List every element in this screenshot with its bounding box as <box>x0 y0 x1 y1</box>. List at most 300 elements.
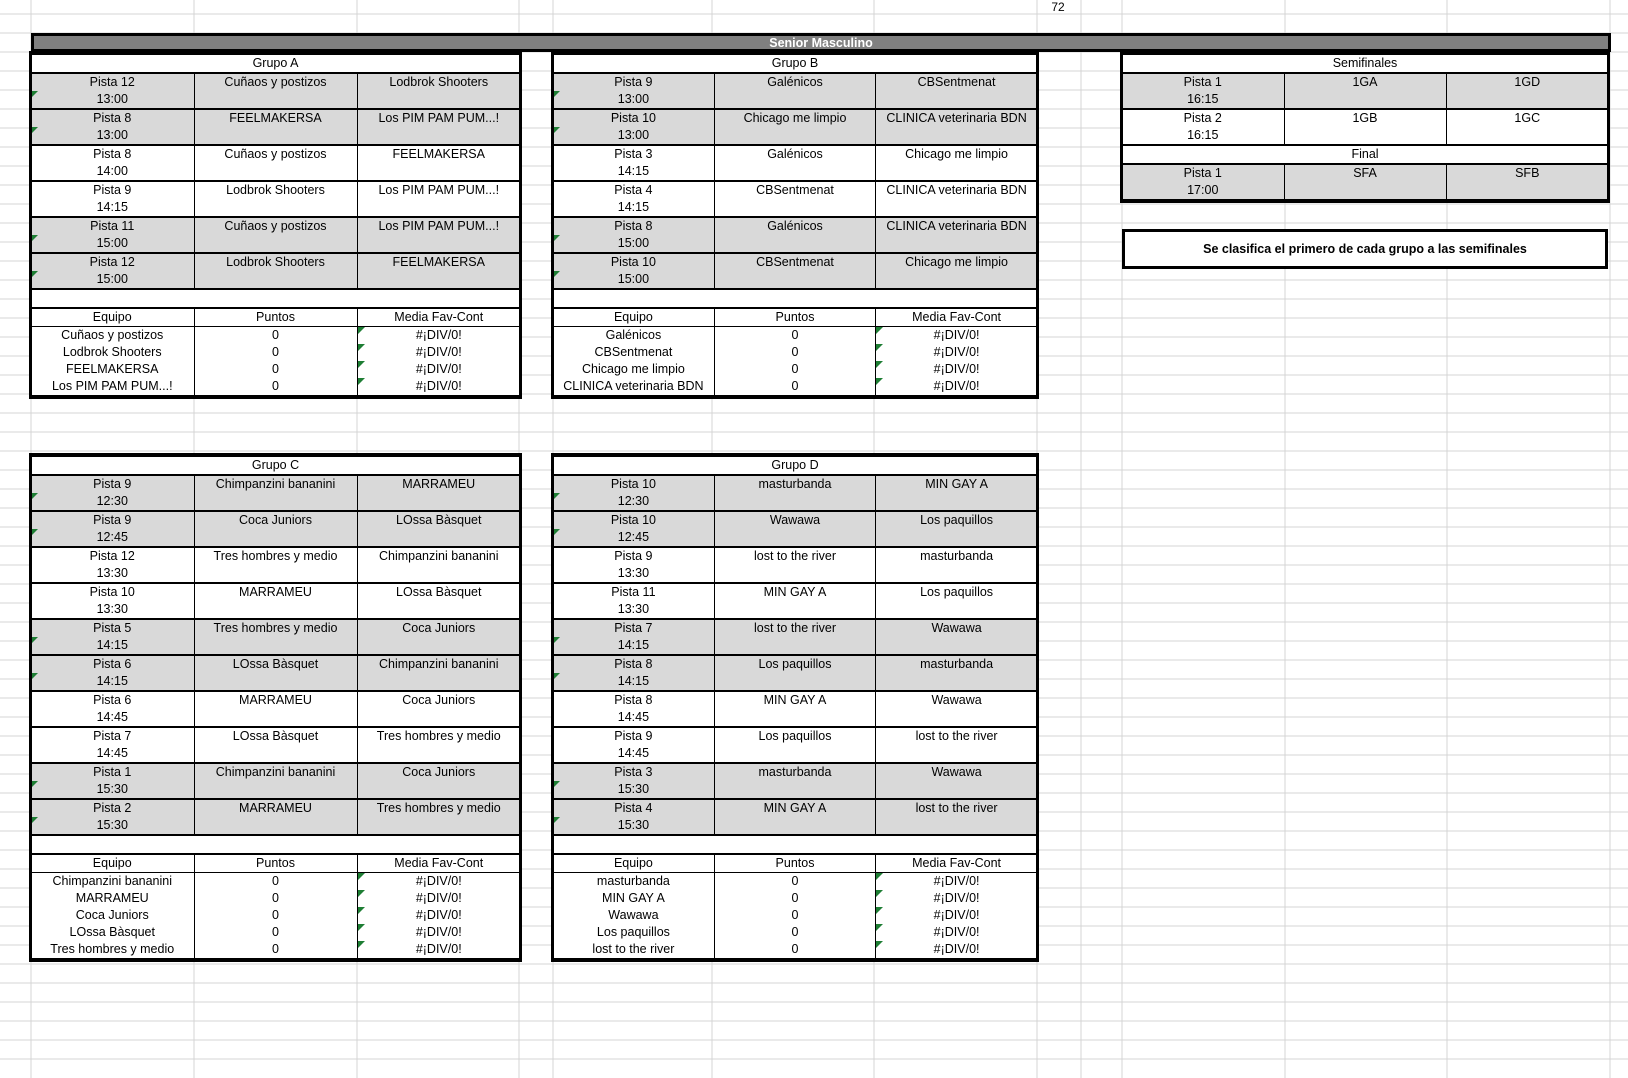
home-team-cell[interactable]: MIN GAY A <box>714 799 875 817</box>
time-cell[interactable]: 14:00 <box>31 163 194 181</box>
home-score-cell[interactable] <box>194 199 357 217</box>
court-cell[interactable]: Pista 9 <box>553 73 714 91</box>
home-score-cell[interactable] <box>714 493 875 511</box>
home-score-cell[interactable] <box>714 163 875 181</box>
table-row <box>31 817 520 835</box>
time-cell[interactable]: 12:45 <box>31 529 194 547</box>
court-cell[interactable]: Pista 11 <box>31 217 194 235</box>
court-cell[interactable]: Pista 8 <box>553 217 714 235</box>
home-score-cell[interactable] <box>714 529 875 547</box>
home-team-cell[interactable]: Tres hombres y medio <box>194 547 357 565</box>
court-cell[interactable]: Pista 10 <box>553 253 714 271</box>
home-team-cell[interactable]: Chimpanzini bananini <box>194 475 357 493</box>
table-row <box>1122 91 1608 109</box>
time-cell[interactable]: 13:30 <box>31 601 194 619</box>
court-cell[interactable]: Pista 2 <box>1122 109 1284 127</box>
standings-points-cell[interactable]: 0 <box>194 890 357 907</box>
home-score-cell[interactable] <box>714 235 875 253</box>
standings-points-cell[interactable]: 0 <box>714 327 875 345</box>
home-score-cell[interactable] <box>194 91 357 109</box>
home-team-cell[interactable]: Chimpanzini bananini <box>194 763 357 781</box>
table-row <box>553 583 1037 601</box>
home-score-cell[interactable] <box>194 817 357 835</box>
home-score-cell[interactable] <box>714 637 875 655</box>
home-score-cell[interactable] <box>714 709 875 727</box>
table-row <box>553 456 1037 475</box>
standings-points-cell[interactable]: 0 <box>194 378 357 396</box>
court-cell[interactable]: Pista 12 <box>31 547 194 565</box>
home-team-cell[interactable]: Galénicos <box>714 73 875 91</box>
standings-points-cell[interactable]: 0 <box>194 941 357 959</box>
standings-average-cell[interactable]: #¡DIV/0! <box>876 890 1037 907</box>
away-team-cell[interactable]: LOssa Bàsquet <box>357 583 520 601</box>
standings-team-cell[interactable]: MARRAMEU <box>31 890 194 907</box>
playoffs-table <box>1122 53 1608 201</box>
standings-points-cell[interactable]: 0 <box>714 890 875 907</box>
standings-team-cell[interactable]: Coca Juniors <box>31 907 194 924</box>
standings-header: Media Fav-Cont <box>876 854 1037 873</box>
standings-points-cell[interactable]: 0 <box>714 941 875 959</box>
time-cell[interactable]: 16:15 <box>1122 127 1284 145</box>
standings-average-cell[interactable]: #¡DIV/0! <box>357 873 520 891</box>
home-team-cell[interactable]: masturbanda <box>714 475 875 493</box>
home-team-cell[interactable]: Wawawa <box>714 511 875 529</box>
home-score-cell[interactable] <box>714 91 875 109</box>
table-row <box>553 253 1037 271</box>
away-score-cell[interactable] <box>357 493 520 511</box>
standings-points-cell[interactable]: 0 <box>194 924 357 941</box>
home-team-cell[interactable]: lost to the river <box>714 619 875 637</box>
standings-points-cell[interactable]: 0 <box>194 361 357 378</box>
home-team-cell[interactable]: Galénicos <box>714 217 875 235</box>
home-score-cell[interactable] <box>1284 91 1446 109</box>
home-team-cell[interactable]: CBSentmenat <box>714 253 875 271</box>
court-cell[interactable]: Pista 8 <box>31 145 194 163</box>
home-team-cell[interactable]: LOssa Bàsquet <box>194 727 357 745</box>
time-cell[interactable]: 13:30 <box>553 601 714 619</box>
court-cell[interactable]: Pista 9 <box>553 727 714 745</box>
away-score-cell[interactable] <box>357 163 520 181</box>
table-row <box>31 127 520 145</box>
table-row <box>31 941 520 959</box>
standings-average-cell[interactable]: #¡DIV/0! <box>357 924 520 941</box>
time-cell[interactable]: 14:15 <box>31 637 194 655</box>
court-cell[interactable]: Pista 1 <box>1122 73 1284 91</box>
time-cell[interactable]: 14:45 <box>553 709 714 727</box>
court-cell[interactable]: Pista 9 <box>31 511 194 529</box>
time-cell[interactable]: 13:00 <box>553 127 714 145</box>
court-cell[interactable]: Pista 6 <box>31 655 194 673</box>
standings-average-cell[interactable]: #¡DIV/0! <box>357 890 520 907</box>
away-team-cell[interactable]: Chimpanzini bananini <box>357 655 520 673</box>
court-cell[interactable]: Pista 2 <box>31 799 194 817</box>
table-row <box>31 529 520 547</box>
standings-points-cell[interactable]: 0 <box>714 873 875 891</box>
standings-team-cell[interactable]: Chimpanzini bananini <box>31 873 194 891</box>
home-score-cell[interactable] <box>194 493 357 511</box>
court-cell[interactable]: Pista 3 <box>553 763 714 781</box>
court-cell[interactable]: Pista 7 <box>31 727 194 745</box>
home-score-cell[interactable] <box>194 235 357 253</box>
home-team-cell[interactable]: MIN GAY A <box>714 691 875 709</box>
home-score-cell[interactable] <box>714 817 875 835</box>
home-score-cell[interactable] <box>194 709 357 727</box>
table-row <box>1122 54 1608 73</box>
time-cell[interactable]: 15:00 <box>31 235 194 253</box>
away-team-cell[interactable]: Los PIM PAM PUM...! <box>357 109 520 127</box>
away-score-cell[interactable] <box>876 271 1037 289</box>
away-team-cell[interactable]: Lodbrok Shooters <box>357 73 520 91</box>
home-score-cell[interactable] <box>714 745 875 763</box>
away-score-cell[interactable] <box>357 529 520 547</box>
table-row <box>31 235 520 253</box>
away-team-cell[interactable]: Tres hombres y medio <box>357 799 520 817</box>
court-cell[interactable]: Pista 4 <box>553 181 714 199</box>
home-team-cell[interactable]: Chicago me limpio <box>714 109 875 127</box>
standings-average-cell[interactable]: #¡DIV/0! <box>876 327 1037 345</box>
home-score-cell[interactable] <box>1284 182 1446 200</box>
home-team-cell[interactable]: 1GA <box>1284 73 1446 91</box>
away-score-cell[interactable] <box>357 781 520 799</box>
home-score-cell[interactable] <box>194 127 357 145</box>
standings-points-cell[interactable]: 0 <box>194 873 357 891</box>
standings-average-cell[interactable]: #¡DIV/0! <box>876 873 1037 891</box>
time-cell[interactable]: 16:15 <box>1122 91 1284 109</box>
away-team-cell[interactable]: Coca Juniors <box>357 763 520 781</box>
standings-team-cell[interactable]: masturbanda <box>553 873 714 891</box>
home-team-cell[interactable]: Cuñaos y postizos <box>194 145 357 163</box>
away-team-cell[interactable]: FEELMAKERSA <box>357 253 520 271</box>
away-team-cell[interactable]: Tres hombres y medio <box>357 727 520 745</box>
standings-points-cell[interactable]: 0 <box>714 378 875 396</box>
home-score-cell[interactable] <box>194 271 357 289</box>
home-score-cell[interactable] <box>194 163 357 181</box>
standings-average-cell[interactable]: #¡DIV/0! <box>357 378 520 396</box>
away-team-cell[interactable]: Chicago me limpio <box>876 145 1037 163</box>
court-cell[interactable]: Pista 11 <box>553 583 714 601</box>
court-cell[interactable]: Pista 8 <box>553 691 714 709</box>
standings-header: Puntos <box>194 854 357 873</box>
standings-average-cell[interactable]: #¡DIV/0! <box>876 361 1037 378</box>
table-row <box>553 361 1037 378</box>
table-row <box>553 565 1037 583</box>
home-score-cell[interactable] <box>714 565 875 583</box>
home-score-cell[interactable] <box>194 601 357 619</box>
standings-average-cell[interactable]: #¡DIV/0! <box>357 907 520 924</box>
home-score-cell[interactable] <box>714 781 875 799</box>
away-team-cell[interactable]: CLINICA veterinaria BDN <box>876 217 1037 235</box>
away-score-cell[interactable] <box>876 601 1037 619</box>
away-team-cell[interactable]: Los PIM PAM PUM...! <box>357 181 520 199</box>
court-cell[interactable]: Pista 8 <box>553 655 714 673</box>
standings-average-cell[interactable]: #¡DIV/0! <box>357 361 520 378</box>
time-cell[interactable]: 13:30 <box>553 565 714 583</box>
court-cell[interactable]: Pista 7 <box>553 619 714 637</box>
table-row <box>553 145 1037 163</box>
away-team-cell[interactable]: Los paquillos <box>876 583 1037 601</box>
time-cell[interactable]: 14:15 <box>31 199 194 217</box>
home-team-cell[interactable]: SFA <box>1284 164 1446 182</box>
table-row <box>31 781 520 799</box>
court-cell[interactable]: Pista 8 <box>31 109 194 127</box>
court-cell[interactable]: Pista 5 <box>31 619 194 637</box>
home-team-cell[interactable]: MARRAMEU <box>194 691 357 709</box>
time-cell[interactable]: 13:30 <box>31 565 194 583</box>
away-team-cell[interactable]: SFB <box>1446 164 1608 182</box>
court-cell[interactable]: Pista 12 <box>31 253 194 271</box>
table-row <box>31 547 520 565</box>
table-row <box>553 109 1037 127</box>
time-cell[interactable]: 12:45 <box>553 529 714 547</box>
table-row <box>553 271 1037 289</box>
time-cell[interactable]: 15:00 <box>31 271 194 289</box>
time-cell[interactable]: 13:00 <box>31 127 194 145</box>
away-team-cell[interactable]: Los PIM PAM PUM...! <box>357 217 520 235</box>
away-score-cell[interactable] <box>357 601 520 619</box>
home-score-cell[interactable] <box>194 529 357 547</box>
standings-team-cell[interactable]: Wawawa <box>553 907 714 924</box>
home-team-cell[interactable]: Galénicos <box>714 145 875 163</box>
away-score-cell[interactable] <box>876 199 1037 217</box>
time-cell[interactable]: 14:45 <box>31 709 194 727</box>
home-team-cell[interactable]: MARRAMEU <box>194 583 357 601</box>
away-team-cell[interactable]: CLINICA veterinaria BDN <box>876 181 1037 199</box>
away-score-cell[interactable] <box>357 673 520 691</box>
table-row <box>31 145 520 163</box>
court-cell[interactable]: Pista 9 <box>31 475 194 493</box>
time-cell[interactable]: 13:00 <box>31 91 194 109</box>
standings-team-cell[interactable]: Chicago me limpio <box>553 361 714 378</box>
away-team-cell[interactable]: CBSentmenat <box>876 73 1037 91</box>
away-team-cell[interactable]: Coca Juniors <box>357 691 520 709</box>
away-team-cell[interactable]: Chicago me limpio <box>876 253 1037 271</box>
away-score-cell[interactable] <box>357 745 520 763</box>
table-row <box>31 199 520 217</box>
time-cell[interactable]: 15:30 <box>553 817 714 835</box>
away-score-cell[interactable] <box>876 127 1037 145</box>
home-score-cell[interactable] <box>194 565 357 583</box>
court-cell[interactable]: Pista 9 <box>553 547 714 565</box>
table-row <box>31 163 520 181</box>
standings-average-cell[interactable]: #¡DIV/0! <box>876 907 1037 924</box>
standings-points-cell[interactable]: 0 <box>194 344 357 361</box>
court-cell[interactable]: Pista 6 <box>31 691 194 709</box>
away-team-cell[interactable]: Los paquillos <box>876 511 1037 529</box>
standings-points-cell[interactable]: 0 <box>714 361 875 378</box>
away-score-cell[interactable] <box>876 709 1037 727</box>
standings-team-cell[interactable]: Cuñaos y postizos <box>31 327 194 345</box>
court-cell[interactable]: Pista 10 <box>31 583 194 601</box>
court-cell[interactable]: Pista 9 <box>31 181 194 199</box>
away-team-cell[interactable]: Coca Juniors <box>357 619 520 637</box>
away-team-cell[interactable]: CLINICA veterinaria BDN <box>876 109 1037 127</box>
court-cell[interactable]: Pista 10 <box>553 109 714 127</box>
home-score-cell[interactable] <box>714 673 875 691</box>
standings-team-cell[interactable]: MIN GAY A <box>553 890 714 907</box>
standings-points-cell[interactable]: 0 <box>714 924 875 941</box>
table-row <box>553 799 1037 817</box>
away-team-cell[interactable]: 1GD <box>1446 73 1608 91</box>
standings-average-cell[interactable]: #¡DIV/0! <box>876 924 1037 941</box>
home-score-cell[interactable] <box>714 271 875 289</box>
table-row <box>31 709 520 727</box>
semifinals-title: Semifinales <box>1122 54 1608 73</box>
away-team-cell[interactable]: masturbanda <box>876 655 1037 673</box>
standings-average-cell[interactable]: #¡DIV/0! <box>876 941 1037 959</box>
standings-team-cell[interactable]: Los paquillos <box>553 924 714 941</box>
standings-points-cell[interactable]: 0 <box>194 907 357 924</box>
time-cell[interactable]: 17:00 <box>1122 182 1284 200</box>
home-team-cell[interactable]: Tres hombres y medio <box>194 619 357 637</box>
away-team-cell[interactable]: LOssa Bàsquet <box>357 511 520 529</box>
court-cell[interactable]: Pista 4 <box>553 799 714 817</box>
away-score-cell[interactable] <box>357 199 520 217</box>
away-score-cell[interactable] <box>876 91 1037 109</box>
home-team-cell[interactable]: Los paquillos <box>714 655 875 673</box>
time-cell[interactable]: 13:00 <box>553 91 714 109</box>
standings-points-cell[interactable]: 0 <box>714 344 875 361</box>
away-score-cell[interactable] <box>357 271 520 289</box>
time-cell[interactable]: 14:15 <box>553 199 714 217</box>
home-team-cell[interactable]: Los paquillos <box>714 727 875 745</box>
home-score-cell[interactable] <box>714 199 875 217</box>
away-team-cell[interactable]: lost to the river <box>876 799 1037 817</box>
time-cell[interactable]: 15:30 <box>31 781 194 799</box>
away-score-cell[interactable] <box>357 91 520 109</box>
time-cell[interactable]: 15:30 <box>31 817 194 835</box>
away-score-cell[interactable] <box>876 781 1037 799</box>
table-row <box>31 637 520 655</box>
home-team-cell[interactable]: masturbanda <box>714 763 875 781</box>
away-team-cell[interactable]: Chimpanzini bananini <box>357 547 520 565</box>
away-score-cell[interactable] <box>357 127 520 145</box>
home-team-cell[interactable]: MIN GAY A <box>714 583 875 601</box>
table-row <box>31 854 520 873</box>
away-score-cell[interactable] <box>357 235 520 253</box>
away-score-cell[interactable] <box>876 493 1037 511</box>
away-team-cell[interactable]: masturbanda <box>876 547 1037 565</box>
away-team-cell[interactable]: MARRAMEU <box>357 475 520 493</box>
table-row <box>553 691 1037 709</box>
away-team-cell[interactable]: Wawawa <box>876 691 1037 709</box>
home-team-cell[interactable]: CBSentmenat <box>714 181 875 199</box>
home-score-cell[interactable] <box>194 673 357 691</box>
table-row <box>31 673 520 691</box>
home-score-cell[interactable] <box>714 127 875 145</box>
standings-average-cell[interactable]: #¡DIV/0! <box>876 378 1037 396</box>
home-score-cell[interactable] <box>194 745 357 763</box>
standings-team-cell[interactable]: Tres hombres y medio <box>31 941 194 959</box>
standings-team-cell[interactable]: Galénicos <box>553 327 714 345</box>
away-score-cell[interactable] <box>876 565 1037 583</box>
away-score-cell[interactable] <box>357 817 520 835</box>
away-score-cell[interactable] <box>876 235 1037 253</box>
away-score-cell[interactable] <box>357 709 520 727</box>
home-team-cell[interactable]: Lodbrok Shooters <box>194 253 357 271</box>
time-cell[interactable]: 15:00 <box>553 235 714 253</box>
time-cell[interactable]: 12:30 <box>31 493 194 511</box>
home-team-cell[interactable]: MARRAMEU <box>194 799 357 817</box>
away-score-cell[interactable] <box>357 565 520 583</box>
home-score-cell[interactable] <box>1284 127 1446 145</box>
home-team-cell[interactable]: Cuñaos y postizos <box>194 73 357 91</box>
standings-average-cell[interactable]: #¡DIV/0! <box>357 327 520 345</box>
away-score-cell[interactable] <box>1446 127 1608 145</box>
away-team-cell[interactable]: Wawawa <box>876 763 1037 781</box>
table-row <box>31 655 520 673</box>
away-score-cell[interactable] <box>876 745 1037 763</box>
home-team-cell[interactable]: 1GB <box>1284 109 1446 127</box>
away-score-cell[interactable] <box>876 163 1037 181</box>
time-cell[interactable]: 15:30 <box>553 781 714 799</box>
table-row <box>31 91 520 109</box>
away-team-cell[interactable]: lost to the river <box>876 727 1037 745</box>
time-cell[interactable]: 12:30 <box>553 493 714 511</box>
away-team-cell[interactable]: MIN GAY A <box>876 475 1037 493</box>
time-cell[interactable]: 14:15 <box>553 637 714 655</box>
standings-team-cell[interactable]: CBSentmenat <box>553 344 714 361</box>
away-team-cell[interactable]: FEELMAKERSA <box>357 145 520 163</box>
home-team-cell[interactable]: Cuñaos y postizos <box>194 217 357 235</box>
court-cell[interactable]: Pista 12 <box>31 73 194 91</box>
away-score-cell[interactable] <box>876 673 1037 691</box>
standings-team-cell[interactable]: lost to the river <box>553 941 714 959</box>
away-score-cell[interactable] <box>876 817 1037 835</box>
table-row <box>553 529 1037 547</box>
standings-team-cell[interactable]: Los PIM PAM PUM...! <box>31 378 194 396</box>
away-score-cell[interactable] <box>1446 182 1608 200</box>
home-score-cell[interactable] <box>194 781 357 799</box>
standings-points-cell[interactable]: 0 <box>714 907 875 924</box>
away-team-cell[interactable]: Wawawa <box>876 619 1037 637</box>
home-team-cell[interactable]: Lodbrok Shooters <box>194 181 357 199</box>
time-cell[interactable]: 14:45 <box>31 745 194 763</box>
standings-team-cell[interactable]: LOssa Bàsquet <box>31 924 194 941</box>
standings-team-cell[interactable]: Lodbrok Shooters <box>31 344 194 361</box>
group-d-block <box>553 455 1037 960</box>
away-score-cell[interactable] <box>1446 91 1608 109</box>
standings-header: Media Fav-Cont <box>357 854 520 873</box>
away-score-cell[interactable] <box>876 637 1037 655</box>
court-cell[interactable]: Pista 3 <box>553 145 714 163</box>
home-team-cell[interactable]: lost to the river <box>714 547 875 565</box>
court-cell[interactable]: Pista 10 <box>553 511 714 529</box>
court-cell[interactable]: Pista 10 <box>553 475 714 493</box>
standings-average-cell[interactable]: #¡DIV/0! <box>357 941 520 959</box>
home-score-cell[interactable] <box>714 601 875 619</box>
standings-team-cell[interactable]: FEELMAKERSA <box>31 361 194 378</box>
standings-points-cell[interactable]: 0 <box>194 327 357 345</box>
away-score-cell[interactable] <box>357 637 520 655</box>
away-score-cell[interactable] <box>876 529 1037 547</box>
time-cell[interactable]: 15:00 <box>553 271 714 289</box>
standings-team-cell[interactable]: CLINICA veterinaria BDN <box>553 378 714 396</box>
away-team-cell[interactable]: 1GC <box>1446 109 1608 127</box>
court-cell[interactable]: Pista 1 <box>31 763 194 781</box>
time-cell[interactable]: 14:15 <box>31 673 194 691</box>
time-cell[interactable]: 14:45 <box>553 745 714 763</box>
time-cell[interactable]: 14:15 <box>553 163 714 181</box>
home-team-cell[interactable]: LOssa Bàsquet <box>194 655 357 673</box>
home-team-cell[interactable]: FEELMAKERSA <box>194 109 357 127</box>
section-title: Senior Masculino <box>31 33 1611 52</box>
home-score-cell[interactable] <box>194 637 357 655</box>
standings-average-cell[interactable]: #¡DIV/0! <box>357 344 520 361</box>
court-cell[interactable]: Pista 1 <box>1122 164 1284 182</box>
standings-average-cell[interactable]: #¡DIV/0! <box>876 344 1037 361</box>
time-cell[interactable]: 14:15 <box>553 673 714 691</box>
home-team-cell[interactable]: Coca Juniors <box>194 511 357 529</box>
